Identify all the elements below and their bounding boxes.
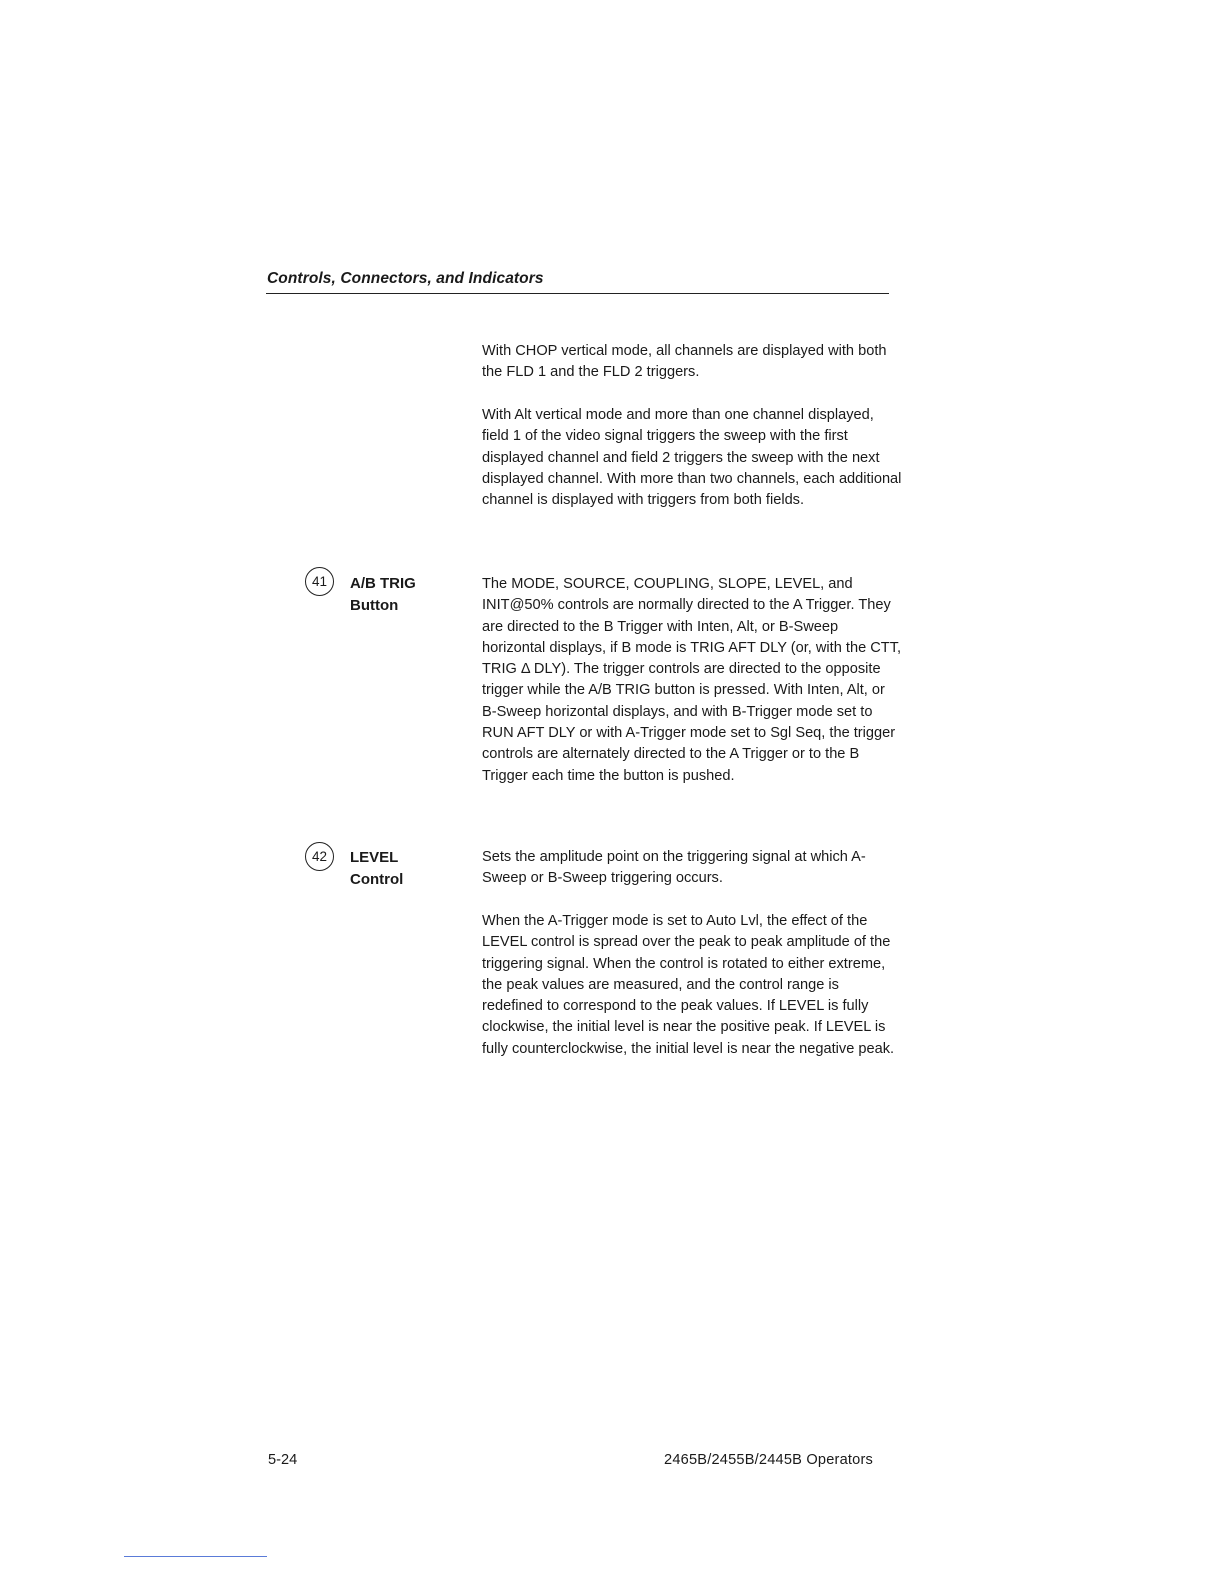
item-label-line2: Control	[350, 870, 404, 888]
ab-trig-description: The MODE, SOURCE, COUPLING, SLOPE, LEVEL, and INIT@50% controls are normally directed to the A Trigger. They are directed to the B Trigger with Inten, Alt, or B-Sweep horizontal displays, if B mode is TRIG AFT DLY (or, with the CTT, TRIG Δ DLY). The trigger controls are directed to the opposite trigger while the A/B TRIG button is pressed. With Inten, Alt, or B-Sweep horizontal displays, and with B-Trigger mode set to RUN AFT DLY or with A-Trigger mode set to Sgl Seq, the trigger controls are alternately directed to the A Trigger or to the B Trigger each time the button is pushed.	[482, 576, 902, 784]
level-description-2: When the A-Trigger mode is set to Auto Lvl, the effect of the LEVEL control is spread over the peak to peak amplitude of the triggering signal. When the control is rotated to either extreme, the peak values are measured, and the control range is redefined to correspond to the peak values. If LEVEL is fully clockwise, the initial level is near the positive peak. If LEVEL is fully counterclockwise, the initial level is near the negative peak.	[482, 913, 895, 1057]
section-header-title: Controls, Connectors, and Indicators	[267, 270, 544, 287]
page-number: 5-24	[268, 1452, 298, 1468]
intro-paragraph-1: With CHOP vertical mode, all channels are displayed with both the FLD 1 and the FLD 2 triggers.	[482, 343, 887, 381]
header-rule	[266, 293, 889, 294]
intro-paragraph-2: With Alt vertical mode and more than one channel displayed, field 1 of the video signal triggers the sweep with the first displayed channel and field 2 triggers the sweep with the next displayed channel. With more than two channels, each additional channel is displayed with triggers from both fields.	[482, 407, 902, 509]
item-number-badge: 41	[305, 567, 334, 596]
manual-title: 2465B/2455B/2445B Operators	[664, 1452, 874, 1468]
item-label-level	[350, 847, 403, 890]
bottom-rule	[124, 1556, 267, 1557]
item-label-ab-trig	[350, 573, 416, 616]
level-description-1: Sets the amplitude point on the triggering signal at which A-Sweep or B-Sweep triggering occurs.	[482, 849, 866, 887]
item-label-line1: LEVEL	[350, 849, 399, 866]
item-label-line2: Button	[350, 596, 399, 614]
item-label-line1: A/B TRIG	[350, 575, 416, 592]
item-number-badge: 42	[305, 842, 334, 871]
